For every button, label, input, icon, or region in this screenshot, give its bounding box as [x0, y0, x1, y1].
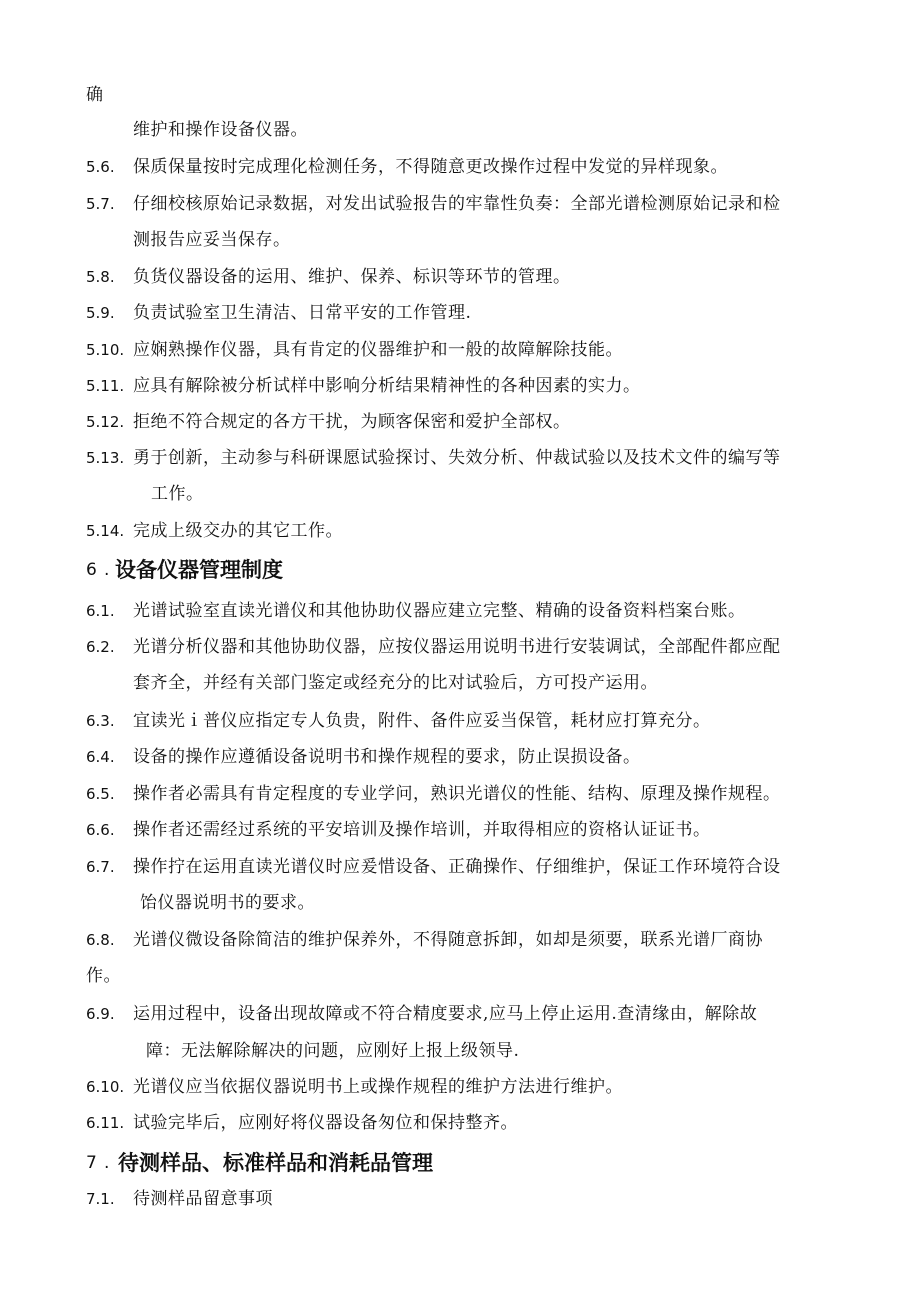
item-number: 5.12.	[86, 413, 125, 431]
item-text: 负责试验室卫生清洁、日常平安的工作管理.	[133, 303, 472, 323]
item-number: 5.14.	[86, 522, 125, 540]
item-text: 拒绝不符合规定的各方干扰，为顾客保密和爱护全部权。	[133, 412, 571, 432]
item-number: 6.1.	[86, 602, 115, 620]
item-number: 6.10.	[86, 1078, 125, 1096]
item-number: 5.10.	[86, 341, 125, 359]
item-number: 5.13.	[86, 449, 125, 467]
item-text: 操作拧在运用直读光谱仪时应爰惜设备、正确操作、仔细维护，保证工作环境符合设	[133, 857, 781, 877]
item-text-continued: 套齐全，并经有关部门鉴定或经充分的比对试验后，方可投产运用。	[133, 673, 658, 693]
item-text-continued: 饴仪器说明书的要求。	[140, 893, 315, 913]
item-number: 5.7.	[86, 195, 115, 213]
item-text-continued: 作。	[86, 966, 121, 986]
heading-title: 待测样品、标准样品和消耗品管理	[118, 1151, 433, 1175]
item-number: 5.9.	[86, 304, 115, 322]
item-text-continued: 测报告应妥当保存。	[133, 230, 291, 250]
item-text: 保质保量按时完成理化检测任务，不得随意更改操作过程中发觉的异样现象。	[133, 157, 728, 177]
item-text: 操作者还需经过系统的平安培训及操作培训，并取得相应的资格认证证书。	[133, 820, 711, 840]
item-number: 6.8.	[86, 931, 115, 949]
item-text: 光谱试验室直读光谱仪和其他协助仪器应建立完整、精确的设备资料档案台账。	[133, 601, 746, 621]
item-number: 5.8.	[86, 268, 115, 286]
item-text: 完成上级交办的其它工作。	[133, 521, 343, 541]
item-text: 勇于创新，主动参与科研课愿试验探讨、失效分析、仲裁试验以及技术文件的编写等	[133, 448, 781, 468]
item-number: 6.6.	[86, 821, 115, 839]
continuation-line: 维护和操作设备仪器。	[133, 120, 308, 140]
item-text: 运用过程中，设备出现故障或不符合精度要求,应马上停止运用.查清缘由，解除故	[133, 1004, 758, 1024]
item-number: 6.11.	[86, 1114, 125, 1132]
item-text: 光谱分析仪器和其他协助仪器，应按仪器运用说明书进行安装调试，全部配件都应配	[133, 637, 781, 657]
item-text-continued: 障：无法解除解决的问题，应刚好上报上级领导.	[146, 1041, 520, 1061]
item-number: 7.1.	[86, 1190, 115, 1208]
item-text: 试验完毕后，应刚好将仪器设备匆位和保持整齐。	[133, 1113, 518, 1133]
heading-separator: .	[104, 1153, 110, 1173]
heading-number: 6	[86, 560, 97, 580]
item-number: 6.5.	[86, 785, 115, 803]
heading-separator: .	[104, 560, 110, 580]
heading-title: 设备仪器管理制度	[115, 558, 283, 582]
item-text: 宜读光ｉ普仪应指定专人负贵，附件、备件应妥当保管，耗材应打算充分。	[133, 711, 711, 731]
item-text: 应娴熟操作仪器，具有肯定的仪器维护和一般的故障解除技能。	[133, 340, 623, 360]
item-text: 操作者必需具有肯定程度的专业学问，熟识光谱仪的性能、结构、原理及操作规程。	[133, 784, 781, 804]
item-text: 负货仪器设备的运用、维护、保养、标识等环节的管理。	[133, 267, 571, 287]
item-number: 6.2.	[86, 638, 115, 656]
item-number: 5.6.	[86, 158, 115, 176]
item-number: 6.4.	[86, 748, 115, 766]
item-number: 5.11.	[86, 377, 125, 395]
heading-number: 7	[86, 1153, 97, 1173]
item-text: 待测样品留意事项	[133, 1189, 273, 1209]
fragment-line: 确	[86, 85, 104, 105]
item-number: 6.9.	[86, 1005, 115, 1023]
item-text: 仔细校核原始记录数据，对发出试验报告的牢靠性负奏：全部光谱检测原始记录和检	[133, 194, 781, 214]
item-text: 应具有解除被分析试样中影响分析结果精神性的各种因素的实力。	[133, 376, 641, 396]
item-text: 光谱仪应当依据仪器说明书上或操作规程的维护方法进行维护。	[133, 1077, 623, 1097]
item-text: 设备的操作应遵循设备说明书和操作规程的要求，防止误损设备。	[133, 747, 641, 767]
item-number: 6.7.	[86, 858, 115, 876]
item-text-continued: 工作。	[151, 484, 204, 504]
item-number: 6.3.	[86, 712, 115, 730]
item-text: 光谱仪微设备除简洁的维护保养外，不得随意拆卸，如却是须要，联系光谱厂商协	[133, 930, 763, 950]
